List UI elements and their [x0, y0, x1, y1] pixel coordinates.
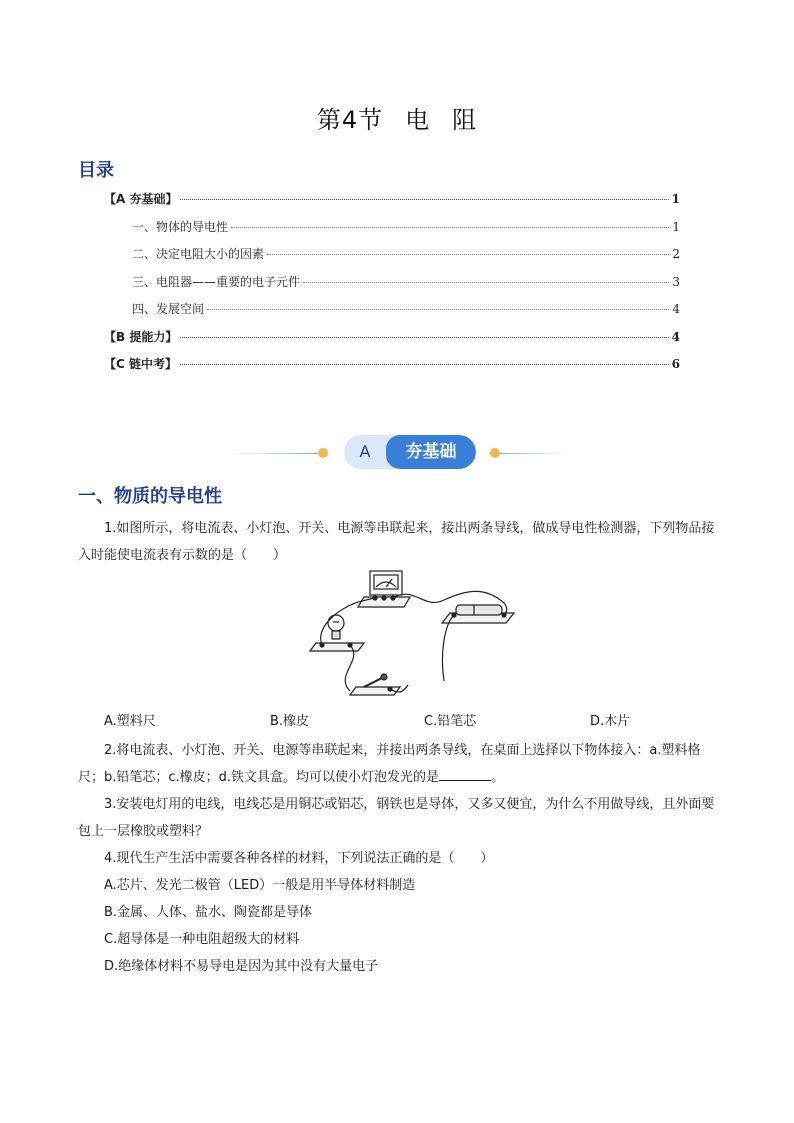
toc-leader-dots — [180, 364, 669, 365]
toc-leader-dots — [303, 282, 669, 283]
banner-letter: A — [359, 442, 371, 461]
toc-entry-label: 二、决定电阻大小的因素 — [132, 247, 265, 261]
question-3 — [78, 791, 718, 845]
section-banner — [0, 433, 794, 471]
toc-leader-dots — [207, 309, 669, 310]
banner-dot-right — [490, 448, 500, 458]
toc-entry-page: 4 — [671, 329, 680, 344]
question-1-options — [104, 710, 724, 729]
option-d[interactable]: D.木片 — [590, 714, 631, 729]
toc-entry[interactable] — [104, 218, 680, 246]
toc-entry-label: 【C 链中考】 — [104, 357, 177, 371]
question-4-text: 4.现代生产生活中需要各种各样的材料，下列说法正确的是（ ） — [104, 851, 494, 866]
toc-leader-dots — [267, 254, 669, 255]
question-2-text — [78, 737, 718, 791]
toc-entry[interactable] — [104, 328, 680, 356]
question-1-text: 1.如图所示，将电流表、小灯泡、开关、电源等串联起来，接出两条导线，做成导电性检测器，下列物品接入时能使电流表有示数的是（ ） — [78, 521, 715, 563]
question-4-option-c[interactable]: C.超导体是一种电阻超级大的材料 — [104, 932, 300, 947]
question-4-option-b[interactable]: B.金属、人体、盐水、陶瓷都是导体 — [104, 905, 313, 920]
question-4-option-a[interactable]: A.芯片、发光二极管（LED）一般是用半导体材料制造 — [104, 878, 416, 893]
question-1 — [78, 515, 718, 569]
answer-blank[interactable] — [439, 766, 491, 781]
toc-entry-page: 3 — [672, 274, 680, 289]
table-of-contents — [104, 190, 680, 383]
toc-entry-label: 三、电阻器——重要的电子元件 — [132, 274, 301, 289]
option-b[interactable]: B.橡皮 — [270, 714, 310, 729]
toc-entry-page: 6 — [671, 357, 680, 371]
question-4 — [78, 845, 718, 980]
banner-dot-left — [318, 448, 328, 458]
page-title — [0, 100, 794, 135]
toc-leader-dots — [180, 337, 668, 338]
ammeter-icon — [358, 571, 410, 607]
question-3-text: 3.安装电灯用的电线，电线芯是用铜芯或铝芯，钢铁也是导体，又多又便宜，为什么不用做导线，且外面要包上一层橡胶或塑料？ — [78, 797, 715, 839]
toc-entry-label: 一、物体的导电性 — [132, 219, 229, 234]
battery-icon — [442, 605, 514, 623]
toc-entry-label: 【B 提能力】 — [104, 329, 178, 344]
question-2-stem: 2.将电流表、小灯泡、开关、电源等串联起来，并接出两条导线，在桌面上选择以下物体接入：a.塑料格尺；b.铅笔芯；c.橡皮；d.铁文具盒。均可以使小灯泡发光的是 — [78, 743, 701, 785]
title-word-1: 电 — [405, 106, 431, 134]
toc-entry[interactable] — [104, 245, 680, 273]
question-4-option-d[interactable]: D.绝缘体材料不易导电是因为其中没有大量电子 — [104, 959, 379, 974]
title-word-2: 阻 — [452, 106, 478, 134]
toc-entry-page: 4 — [672, 302, 680, 316]
toc-entry[interactable] — [104, 273, 680, 301]
title-section-number: 第4节 — [316, 106, 384, 134]
question-2-tail: 。 — [491, 770, 505, 785]
banner-line-right — [500, 453, 568, 454]
toc-leader-dots — [180, 199, 668, 200]
toc-entry[interactable] — [104, 355, 680, 383]
toc-entry[interactable] — [104, 190, 680, 218]
toc-leader-dots — [231, 227, 669, 228]
toc-entry-label: 四、发展空间 — [132, 302, 205, 316]
bulb-icon — [310, 615, 364, 651]
toc-entry-label: 【A 夯基础】 — [104, 192, 178, 206]
banner-line-left — [228, 453, 318, 454]
switch-icon — [350, 674, 400, 695]
option-a[interactable]: A.塑料尺 — [104, 714, 156, 729]
banner-label: 夯基础 — [386, 435, 476, 469]
option-c[interactable]: C.铅笔芯 — [424, 714, 477, 729]
toc-entry-page: 1 — [672, 219, 680, 234]
banner-pill — [344, 435, 476, 469]
toc-heading: 目录 — [78, 160, 114, 181]
toc-entry-page: 1 — [671, 192, 680, 206]
question-2 — [78, 737, 718, 791]
section-heading: 一、物质的导电性 — [78, 486, 222, 507]
circuit-diagram — [304, 565, 524, 707]
toc-entry-page: 2 — [672, 247, 680, 261]
toc-entry[interactable] — [104, 300, 680, 328]
